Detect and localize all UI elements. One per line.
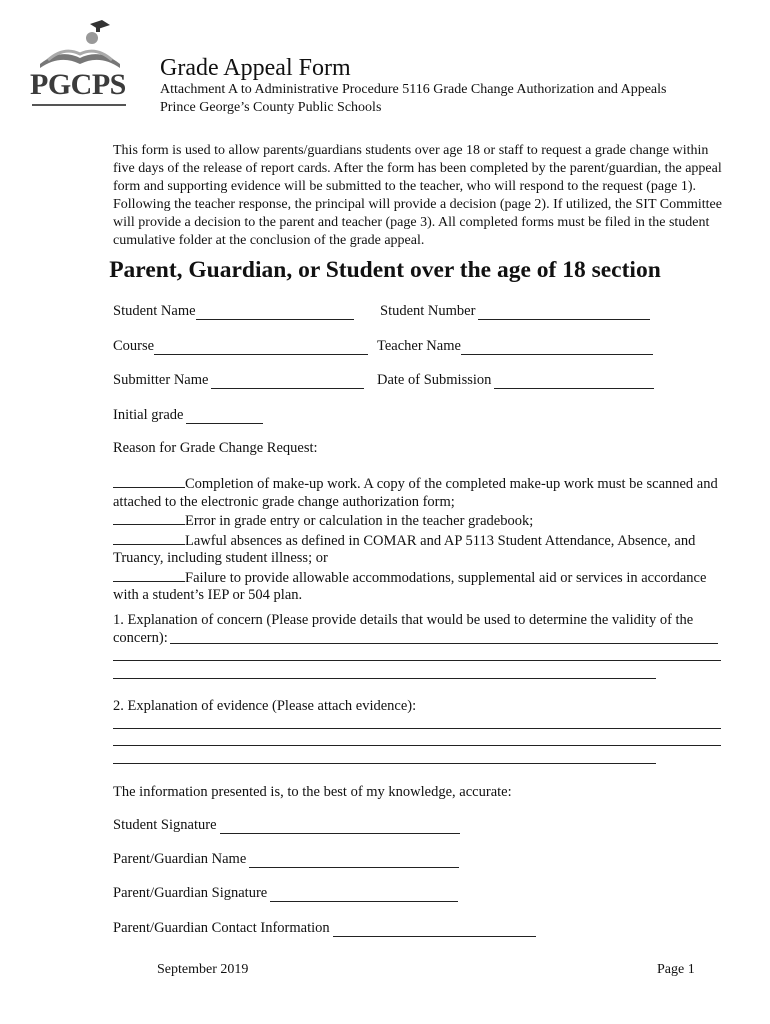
guardian-contact-input[interactable] [333,922,536,937]
reason-item [113,474,723,511]
course-field [113,338,368,355]
reason-text: Failure to provide allowable accommodations, supplemental aid or services in accordance with a student’s IEP or 504 plan. [113,569,707,603]
student-name-label: Student Name [113,303,196,319]
concern-answer-line-3[interactable] [113,678,656,679]
attestation-statement: The information presented is, to the best of my knowledge, accurate: [113,784,512,800]
reason-text: Completion of make-up work. A copy of the completed make-up work must be scanned and attached to the electronic grade change authorization form; [113,476,718,510]
footer-date: September 2019 [157,962,249,977]
guardian-contact-label: Parent/Guardian Contact Information [113,920,330,936]
guardian-name-field [113,851,459,868]
reason-item [113,568,723,605]
logo-underline [32,104,126,106]
student-number-input[interactable] [478,305,650,320]
form-title: Grade Appeal Form [160,55,351,81]
guardian-contact-field [113,920,536,937]
date-of-submission-input[interactable] [494,374,654,389]
course-label: Course [113,338,155,354]
course-input[interactable] [154,340,368,355]
student-name-field [113,303,354,320]
book-graduate-icon [30,20,130,72]
evidence-answer-line-2[interactable] [113,745,721,746]
submitter-name-label: Submitter Name [113,372,209,388]
subtitle-school-system: Prince George’s County Public Schools [160,100,382,115]
teacher-name-label: Teacher Name [377,338,461,354]
reason-blank-makeup-work[interactable] [113,474,185,488]
logo-text: PGCPS [30,68,126,101]
submitter-name-input[interactable] [211,374,364,389]
explanation-of-concern-prompt: 1. Explanation of concern (Please provide details that would be used to determine the validity of the [113,612,694,628]
reason-list [113,474,723,605]
guardian-name-input[interactable] [249,853,459,868]
guardian-signature-input[interactable] [270,887,458,902]
reason-text: Lawful absences as defined in COMAR and AP 5113 Student Attendance, Absence, and Truancy, including student illness; or [113,532,696,566]
guardian-signature-label: Parent/Guardian Signature [113,885,268,901]
concern-answer-line-1[interactable] [170,643,718,644]
student-signature-label: Student Signature [113,817,217,833]
reason-heading: Reason for Grade Change Request: [113,440,318,456]
student-name-input[interactable] [196,305,354,320]
explanation-of-evidence-prompt: 2. Explanation of evidence (Please attach evidence): [113,698,417,714]
reason-text: Error in grade entry or calculation in the teacher gradebook; [185,513,534,529]
student-number-field [380,303,650,320]
date-of-submission-field [377,372,654,389]
date-of-submission-label: Date of Submission [377,372,492,388]
guardian-signature-field [113,885,458,902]
evidence-answer-line-1[interactable] [113,728,721,729]
student-signature-field [113,817,460,834]
concern-answer-line-2[interactable] [113,660,721,661]
guardian-name-label: Parent/Guardian Name [113,851,247,867]
pgcps-logo [30,20,130,108]
footer-page-number: Page 1 [657,962,695,977]
explanation-of-concern-prompt-cont: concern): [113,630,168,646]
reason-item [113,531,723,568]
teacher-name-input[interactable] [461,340,653,355]
intro-paragraph: This form is used to allow parents/guardians students over age 18 or staff to request a grade change within five days of the release of report cards. After the form has been completed by the parent/guardian, the appeal form and supporting evidence will be submitted to the teacher, who will respond to the request (page 1). Following the teacher response, the principal will provide a decision (page 2). If utilized, the SIT Committee will provide a decision to the parent and teacher (page 3). All completed forms must be filed in the student cumulative folder at the conclusion of the grade appeal. [113,143,722,248]
submitter-name-field [113,372,364,389]
evidence-answer-line-3[interactable] [113,763,656,764]
teacher-name-field [377,338,653,355]
initial-grade-label: Initial grade [113,407,184,423]
reason-blank-lawful-absences[interactable] [113,531,185,545]
reason-blank-accommodations[interactable] [113,568,185,582]
student-signature-input[interactable] [220,819,460,834]
student-number-label: Student Number [380,303,476,319]
initial-grade-input[interactable] [186,409,263,424]
reason-item [113,511,723,531]
section-title: Parent, Guardian, or Student over the age of 18 section [109,257,661,283]
reason-blank-grade-entry-error[interactable] [113,511,185,525]
subtitle-attachment: Attachment A to Administrative Procedure 5116 Grade Change Authorization and Appeals [160,82,667,97]
initial-grade-field [113,407,263,424]
